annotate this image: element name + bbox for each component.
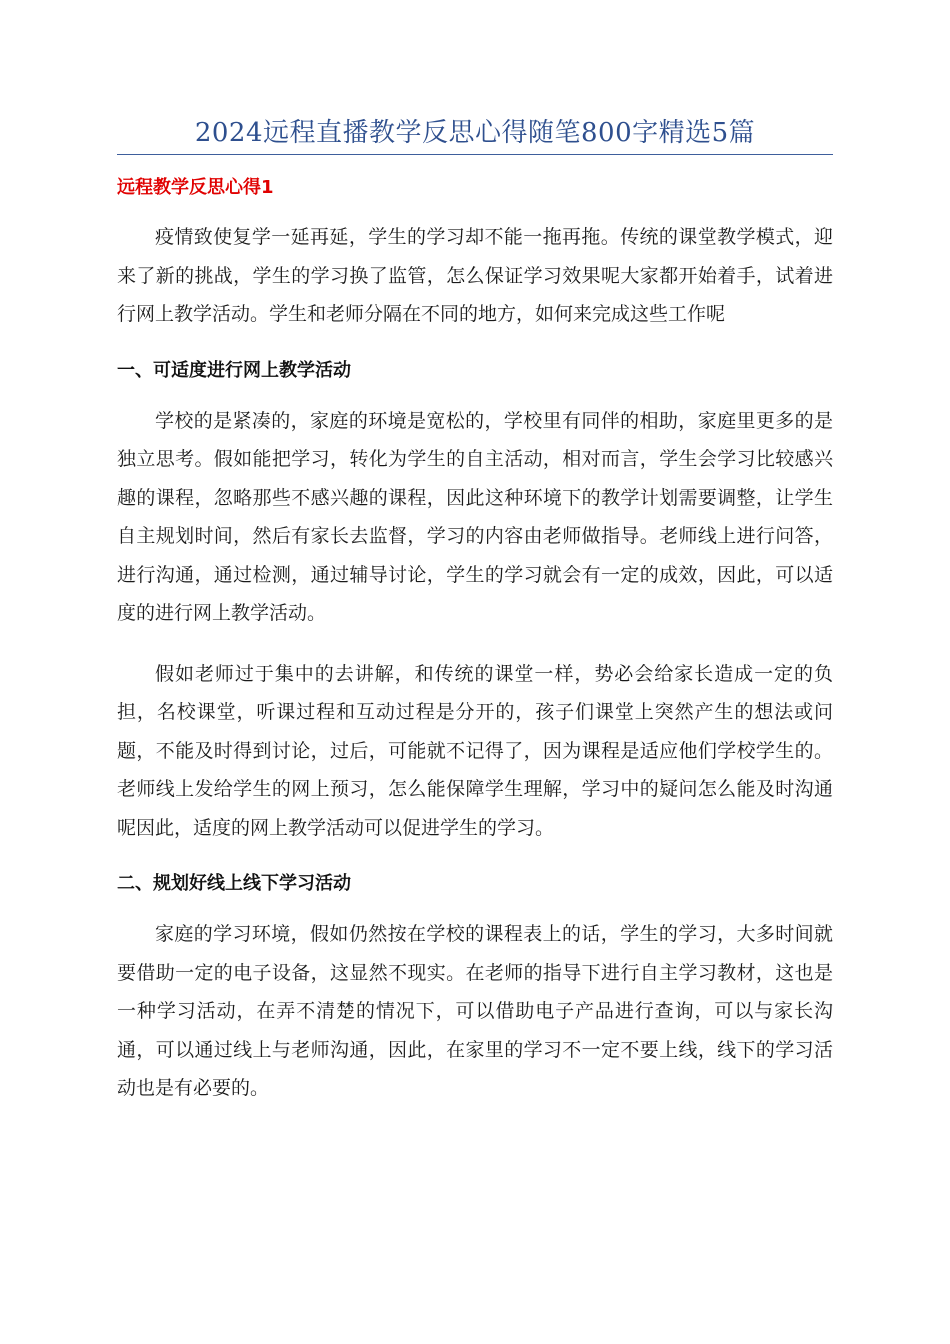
part1-paragraph-1: 学校的是紧凑的，家庭的环境是宽松的，学校里有同伴的相助，家庭里更多的是独立思考。假如能把学习，转化为学生的自主活动，相对而言，学生会学习比较感兴趣的课程，忽略那些不感兴趣的课程，因此这种环境下的教学计划需要调整，让学生自主规划时间，然后有家长去监督，学习的内容由老师做指导。老师线上进行问答，进行沟通，通过检测，通过辅导讨论，学生的学习就会有一定的成效，因此，可以适度的进行网上教学活动。 (117, 409, 833, 624)
document-body (117, 175, 833, 1108)
section-heading: 远程教学反思心得1 (117, 177, 274, 198)
part1-paragraph-2: 假如老师过于集中的去讲解，和传统的课堂一样，势必会给家长造成一定的负担，名校课堂，听课过程和互动过程是分开的，孩子们课堂上突然产生的想法或问题，不能及时得到讨论，过后，可能就不记得了，因为课程是适应他们学校学生的。老师线上发给学生的网上预习，怎么能保障学生理解，学习中的疑问怎么能及时沟通呢因此，适度的网上教学活动可以促进学生的学习。 (117, 662, 833, 839)
part1-heading: 一、可适度进行网上教学活动 (117, 359, 351, 381)
title-divider (117, 154, 833, 155)
part2-heading: 二、规划好线上线下学习活动 (117, 873, 351, 894)
part2-paragraph-1: 家庭的学习环境，假如仍然按在学校的课程表上的话，学生的学习，大多时间就要借助一定的电子设备，这显然不现实。在老师的指导下进行自主学习教材，这也是一种学习活动，在弄不清楚的情况下，可以借助电子产品进行查询，可以与家长沟通，可以通过线上与老师沟通，因此，在家里的学习不一定不要上线，线下的学习活动也是有必要的。 (117, 923, 833, 1099)
document-title: 2024远程直播教学反思心得随笔800字精选5篇 (194, 118, 756, 148)
intro-paragraph: 疫情致使复学一延再延，学生的学习却不能一拖再拖。传统的课堂教学模式，迎来了新的挑战，学生的学习换了监管，怎么保证学习效果呢大家都开始着手，试着进行网上教学活动。学生和老师分隔在不同的地方，如何来完成这些工作呢 (117, 226, 833, 325)
